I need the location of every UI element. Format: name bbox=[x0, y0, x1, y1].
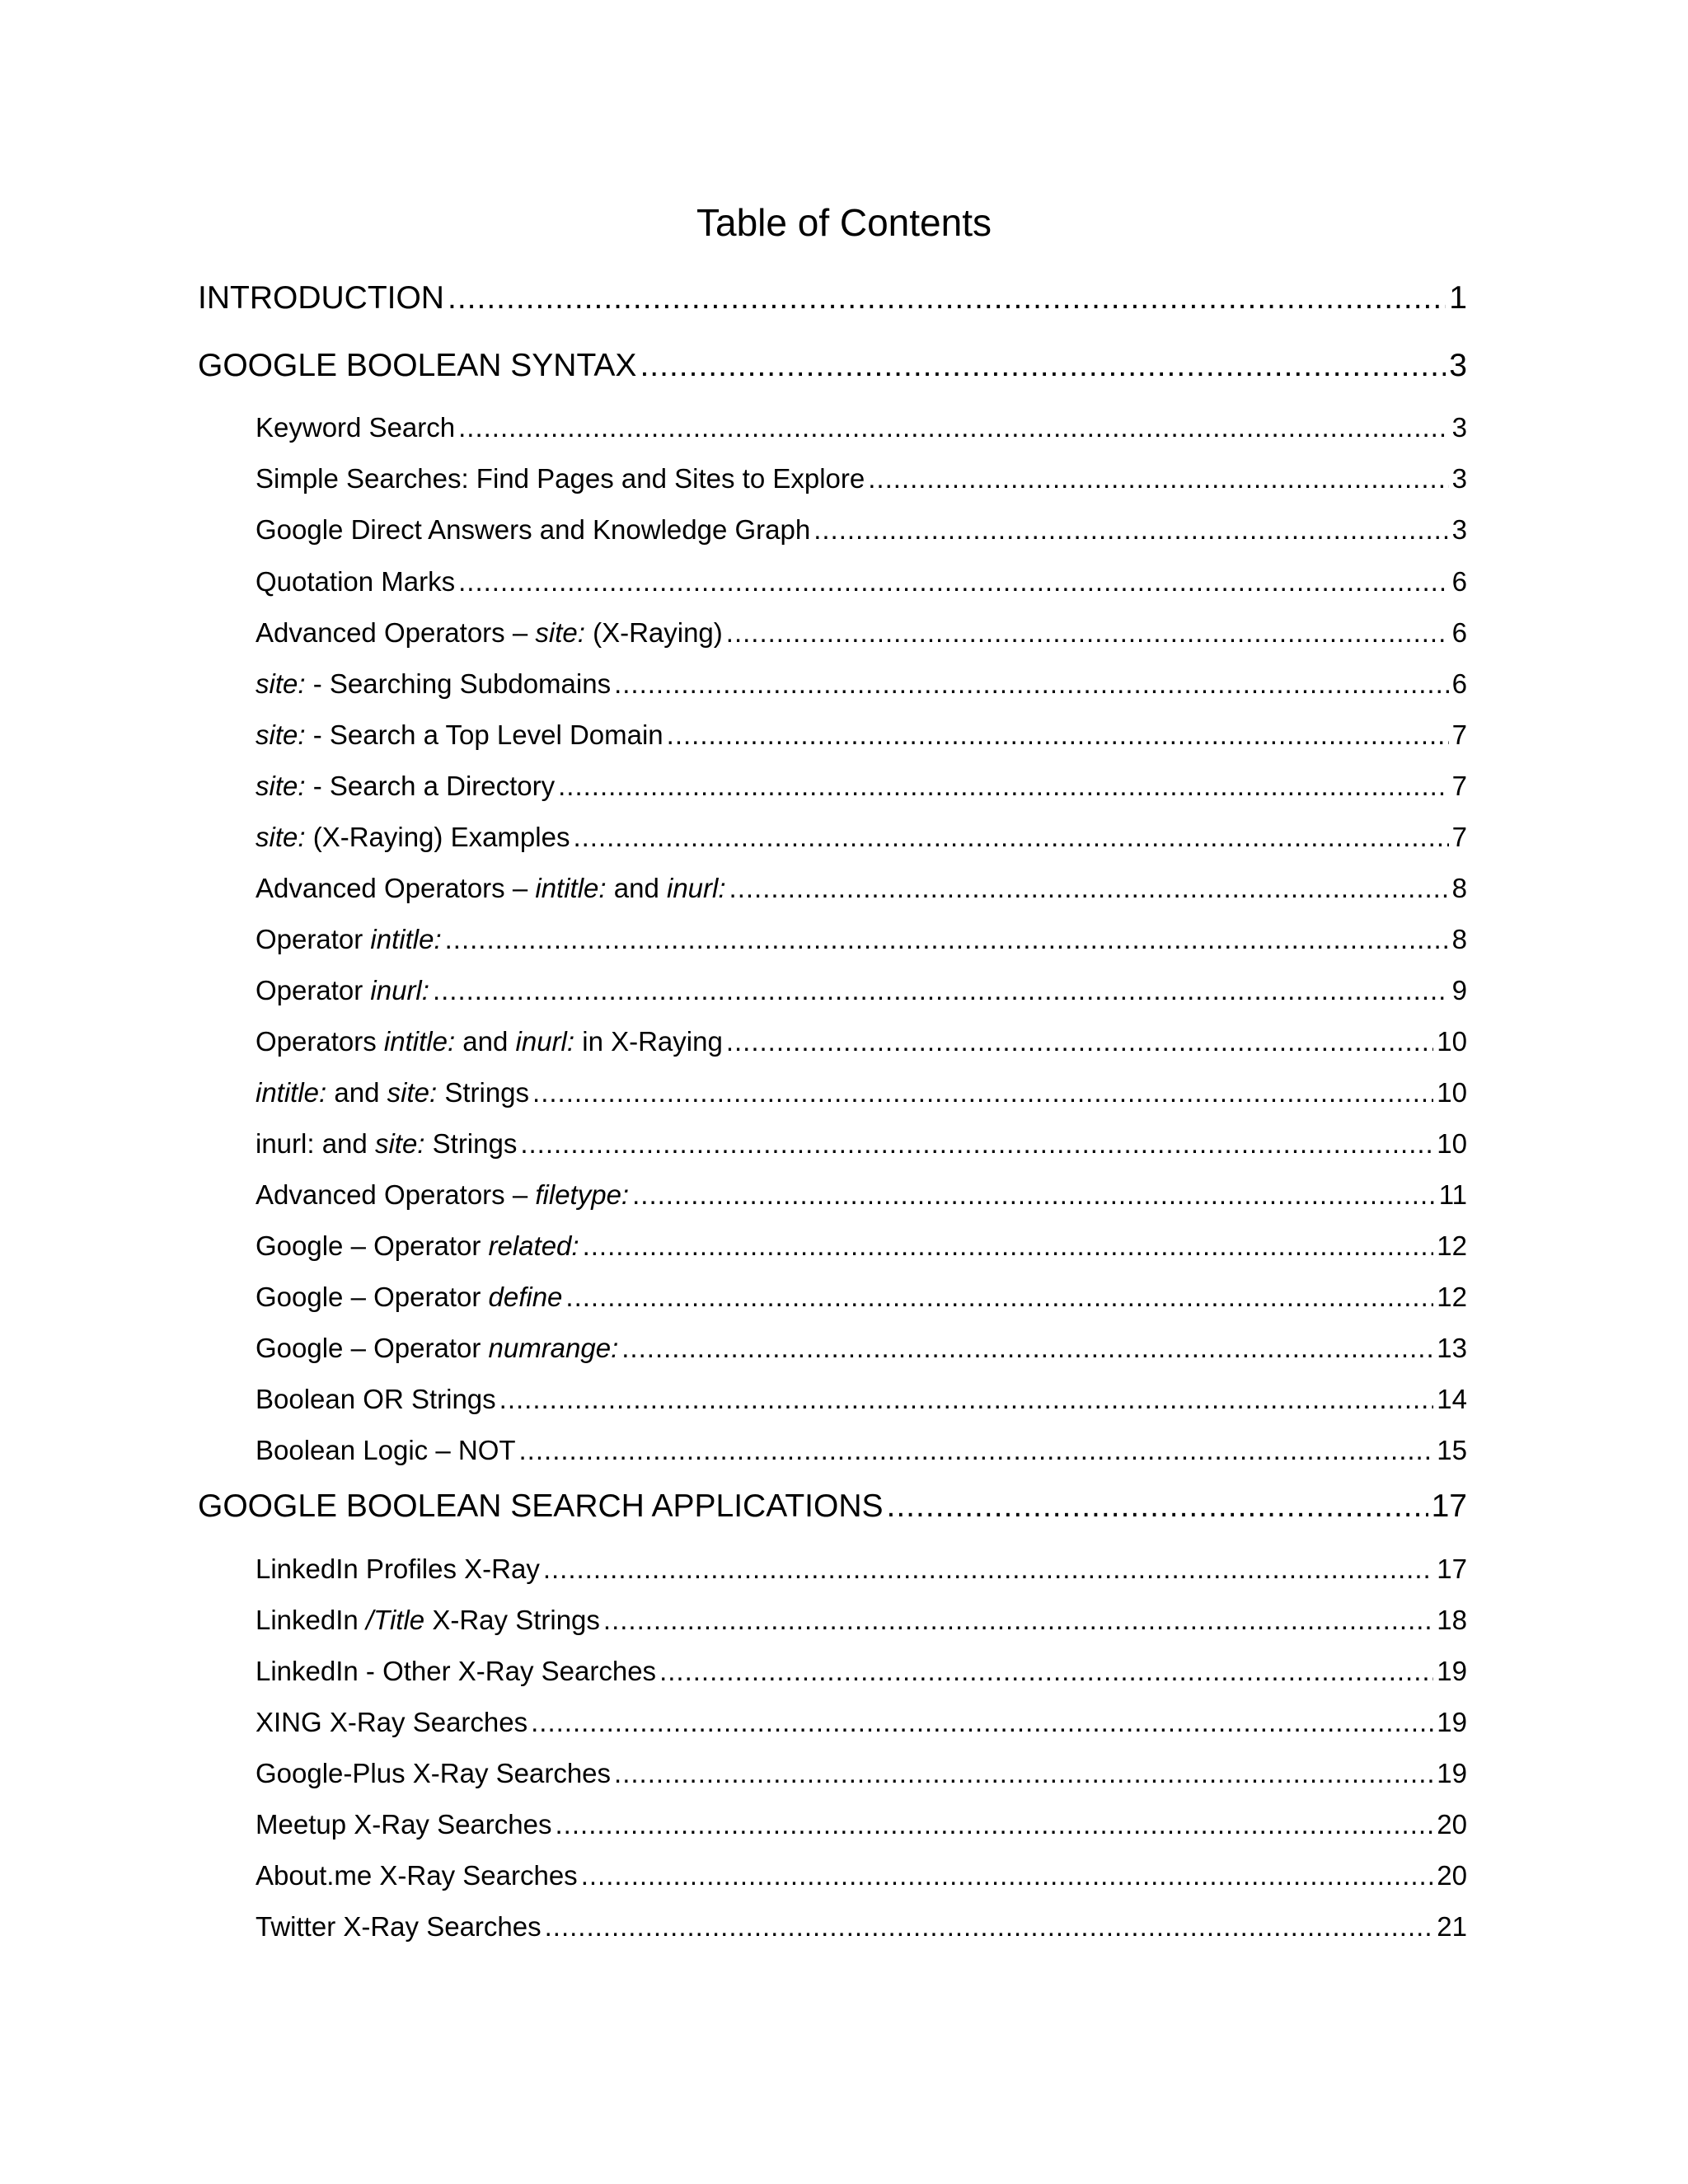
toc-entry-label bbox=[256, 1073, 529, 1113]
toc-entry-label-italic: inurl: bbox=[515, 1026, 575, 1057]
toc-entry-label-italic: site: bbox=[535, 617, 585, 648]
toc-page-number: 17 bbox=[1431, 1488, 1467, 1524]
toc-entry-label bbox=[256, 1652, 656, 1691]
toc-subsection-entry[interactable] bbox=[256, 1329, 1467, 1368]
toc-entry-label bbox=[256, 1022, 723, 1062]
toc-subsection-entry[interactable] bbox=[256, 1226, 1467, 1266]
toc-entry-label bbox=[256, 1226, 579, 1266]
toc-dot-leader bbox=[726, 613, 1449, 653]
toc-entry-label-text: Google – Operator bbox=[256, 1333, 489, 1363]
toc-entry-label-text: LinkedIn - Other X-Ray Searches bbox=[256, 1656, 657, 1686]
toc-entry-label-italic: intitle: bbox=[535, 873, 607, 903]
toc-page-number: 8 bbox=[1451, 924, 1467, 954]
toc-page-number: 1 bbox=[1449, 280, 1467, 316]
toc-dot-leader bbox=[868, 459, 1448, 499]
toc-entry-label-text: and bbox=[455, 1026, 516, 1057]
toc-dot-leader bbox=[545, 1907, 1434, 1947]
toc-subsection-entry[interactable] bbox=[256, 1703, 1467, 1742]
toc-page-number: 20 bbox=[1437, 1860, 1467, 1891]
toc-entry-label bbox=[256, 971, 429, 1010]
toc-entry-label-text: LinkedIn bbox=[256, 1605, 366, 1635]
toc-entry-label bbox=[256, 1601, 600, 1640]
toc-entry-label bbox=[256, 1329, 618, 1368]
toc-entry-label-text: GOOGLE BOOLEAN SEARCH APPLICATIONS bbox=[198, 1488, 884, 1524]
toc-page-number: 3 bbox=[1451, 514, 1467, 545]
page-title: Table of Contents bbox=[696, 201, 992, 244]
toc-subsection-entry[interactable] bbox=[256, 1754, 1467, 1793]
toc-entry-label-italic: site: bbox=[256, 668, 306, 699]
toc-subsection-entry[interactable] bbox=[256, 1856, 1467, 1896]
toc-entry-label bbox=[256, 1124, 517, 1164]
toc-page-number: 19 bbox=[1437, 1758, 1467, 1788]
toc-subsection-entry[interactable] bbox=[256, 869, 1467, 908]
toc-entry-label-text: Boolean Logic – NOT bbox=[256, 1435, 516, 1465]
toc-page-number: 13 bbox=[1437, 1333, 1467, 1363]
toc-page-number: 19 bbox=[1437, 1656, 1467, 1686]
toc-page-number: 10 bbox=[1437, 1077, 1467, 1108]
toc-entry-label bbox=[256, 869, 726, 908]
toc-subsection-entry[interactable] bbox=[256, 715, 1467, 755]
toc-dot-leader bbox=[614, 664, 1449, 704]
toc-dot-leader bbox=[458, 562, 1449, 602]
toc-page-number: 14 bbox=[1437, 1384, 1467, 1414]
toc-entry-label-text: Operators bbox=[256, 1026, 384, 1057]
toc-entry-label-text: Google-Plus X-Ray Searches bbox=[256, 1758, 612, 1788]
toc-entry-label-text: Advanced Operators – bbox=[256, 873, 536, 903]
toc-entry-label-italic: inurl: bbox=[370, 975, 429, 1005]
toc-entry-label-text: and bbox=[326, 1077, 387, 1108]
toc-subsection-entry[interactable] bbox=[256, 459, 1467, 499]
toc-entry-label-text: Google Direct Answers and Knowledge Graph bbox=[256, 514, 811, 545]
toc-dot-leader bbox=[519, 1431, 1434, 1470]
toc-page-number: 9 bbox=[1451, 975, 1467, 1005]
toc-dot-leader bbox=[520, 1124, 1433, 1164]
toc-entry-label-text: in X-Raying bbox=[574, 1026, 723, 1057]
toc-entry-label-text: GOOGLE BOOLEAN SYNTAX bbox=[198, 348, 637, 383]
toc-section-entry[interactable] bbox=[198, 1483, 1467, 1530]
toc-dot-leader bbox=[531, 1703, 1433, 1742]
toc-dot-leader bbox=[814, 510, 1448, 550]
toc-entry-label-text: Keyword Search bbox=[256, 412, 456, 443]
toc-page-number: 7 bbox=[1451, 771, 1467, 801]
toc-dot-leader bbox=[445, 920, 1449, 959]
toc-entry-label bbox=[256, 1703, 528, 1742]
toc-subsection-entry[interactable] bbox=[256, 920, 1467, 959]
toc-entry-label-text: Advanced Operators – bbox=[256, 617, 536, 648]
toc-dot-leader bbox=[433, 971, 1449, 1010]
toc-entry-label bbox=[256, 1856, 578, 1896]
toc-page-number: 10 bbox=[1437, 1026, 1467, 1057]
toc-page-number: 12 bbox=[1437, 1282, 1467, 1312]
toc-page-number: 6 bbox=[1451, 668, 1467, 699]
toc-subsection-entry[interactable] bbox=[256, 1431, 1467, 1470]
toc-dot-leader bbox=[614, 1754, 1433, 1793]
toc-page-number: 21 bbox=[1437, 1911, 1467, 1942]
toc-entry-label bbox=[198, 343, 636, 389]
toc-page-number: 6 bbox=[1451, 617, 1467, 648]
toc-subsection-entry[interactable] bbox=[256, 1022, 1467, 1062]
toc-page-number: 17 bbox=[1437, 1554, 1467, 1584]
toc-dot-leader bbox=[499, 1380, 1434, 1419]
toc-dot-leader bbox=[573, 818, 1448, 857]
toc-subsection-entry[interactable] bbox=[256, 1907, 1467, 1947]
toc-entry-label-text: X-Ray Strings bbox=[424, 1605, 600, 1635]
toc-entry-label bbox=[256, 510, 810, 550]
toc-entry-label bbox=[256, 664, 611, 704]
toc-entry-label-italic: filetype: bbox=[535, 1179, 630, 1210]
toc-entry-label-text: XING X-Ray Searches bbox=[256, 1707, 528, 1737]
toc-entry-label-italic: define bbox=[488, 1282, 563, 1312]
toc-subsection-entry[interactable] bbox=[256, 1073, 1467, 1113]
toc-page-number: 11 bbox=[1438, 1179, 1467, 1210]
toc-dot-leader bbox=[632, 1175, 1436, 1215]
toc-subsection-entry[interactable] bbox=[256, 664, 1467, 704]
toc-dot-leader bbox=[583, 1226, 1434, 1266]
toc-dot-leader bbox=[565, 1277, 1433, 1317]
toc-entry-label-text: Google – Operator bbox=[256, 1230, 489, 1261]
toc-page-number: 19 bbox=[1437, 1707, 1467, 1737]
toc-entry-label-text: - Search a Top Level Domain bbox=[305, 719, 663, 750]
toc-dot-leader bbox=[532, 1073, 1433, 1113]
toc-subsection-entry[interactable] bbox=[256, 1549, 1467, 1589]
toc-entry-label-italic: inurl: bbox=[667, 873, 726, 903]
toc-subsection-entry[interactable] bbox=[256, 510, 1467, 550]
toc-entry-label-italic: intitle: bbox=[256, 1077, 327, 1108]
toc-entry-label bbox=[256, 920, 442, 959]
toc-entry-label bbox=[256, 459, 865, 499]
toc-page-number: 7 bbox=[1451, 822, 1467, 852]
toc-entry-label bbox=[256, 1380, 496, 1419]
toc-dot-leader bbox=[556, 1805, 1434, 1844]
toc-page-number: 8 bbox=[1451, 873, 1467, 903]
toc-entry-label bbox=[256, 1277, 562, 1317]
toc-entry-label-text: Advanced Operators – bbox=[256, 1179, 536, 1210]
toc-page-number: 15 bbox=[1437, 1435, 1467, 1465]
toc-dot-leader bbox=[458, 408, 1449, 448]
toc-entry-label-text: INTRODUCTION bbox=[198, 280, 444, 316]
toc-entry-label-text: Google – Operator bbox=[256, 1282, 489, 1312]
toc-entry-label bbox=[256, 1175, 629, 1215]
toc-entry-label-italic: intitle: bbox=[383, 1026, 456, 1057]
toc-section-entry[interactable] bbox=[198, 275, 1467, 321]
toc-section-entry[interactable] bbox=[198, 343, 1467, 389]
toc-entry-label bbox=[256, 408, 455, 448]
toc-entry-label-italic: numrange: bbox=[488, 1333, 619, 1363]
toc-entry-label-text: Boolean OR Strings bbox=[256, 1384, 496, 1414]
toc-entry-label-text: Twitter X-Ray Searches bbox=[256, 1911, 542, 1942]
toc-subsection-entry[interactable] bbox=[256, 818, 1467, 857]
toc-page-number: 3 bbox=[1451, 412, 1467, 443]
toc-entry-label-text: Quotation Marks bbox=[256, 566, 456, 597]
toc-entry-label bbox=[256, 1907, 542, 1947]
toc-subsection-entry[interactable] bbox=[256, 613, 1467, 653]
toc-dot-leader bbox=[729, 869, 1449, 908]
toc-entry-label bbox=[256, 1805, 552, 1844]
toc-entry-label-italic: site: bbox=[256, 771, 306, 801]
toc-entry-label-text: Meetup X-Ray Searches bbox=[256, 1809, 552, 1840]
toc-entry-label-text: Strings bbox=[424, 1128, 518, 1159]
toc-entry-label-italic: intitle: bbox=[370, 924, 442, 954]
toc-entry-label-text: - Search a Directory bbox=[305, 771, 556, 801]
toc-subsection-entry[interactable] bbox=[256, 971, 1467, 1010]
toc-entry-label bbox=[256, 562, 455, 602]
toc-dot-leader bbox=[667, 715, 1449, 755]
toc-subsection-entry[interactable] bbox=[256, 408, 1467, 448]
toc-dot-leader bbox=[659, 1652, 1433, 1691]
toc-entry-label bbox=[256, 766, 555, 806]
toc-entry-label-italic: /Title bbox=[365, 1605, 425, 1635]
toc-entry-label-italic: site: bbox=[387, 1077, 438, 1108]
toc-page-number: 6 bbox=[1451, 566, 1467, 597]
toc-dot-leader bbox=[640, 343, 1446, 389]
toc-entry-label-text: About.me X-Ray Searches bbox=[256, 1860, 578, 1891]
toc-subsection-entry[interactable] bbox=[256, 562, 1467, 602]
toc-page-number: 7 bbox=[1451, 719, 1467, 750]
toc-entry-label bbox=[198, 275, 444, 321]
toc-entry-label-text: - Searching Subdomains bbox=[305, 668, 612, 699]
toc-subsection-entry[interactable] bbox=[256, 1175, 1467, 1215]
toc-entry-label-text: and bbox=[606, 873, 667, 903]
toc-entry-label bbox=[256, 1431, 516, 1470]
toc-dot-leader bbox=[558, 766, 1449, 806]
toc-subsection-entry[interactable] bbox=[256, 1652, 1467, 1691]
toc-entry-label bbox=[256, 1549, 540, 1589]
toc-entry-label-text: LinkedIn Profiles X-Ray bbox=[256, 1554, 540, 1584]
toc-dot-leader bbox=[603, 1601, 1433, 1640]
toc-page-number: 10 bbox=[1437, 1128, 1467, 1159]
toc-dot-leader bbox=[543, 1549, 1433, 1589]
toc-dot-leader bbox=[581, 1856, 1434, 1896]
toc-subsection-entry[interactable] bbox=[256, 766, 1467, 806]
toc-entry-label-text: (X-Raying) Examples bbox=[305, 822, 570, 852]
toc-page-number: 12 bbox=[1437, 1230, 1467, 1261]
toc-entry-label-text: Operator bbox=[256, 975, 371, 1005]
toc-entry-label-italic: site: bbox=[256, 822, 306, 852]
toc-page-number: 18 bbox=[1437, 1605, 1467, 1635]
toc-entry-label-italic: related: bbox=[488, 1230, 579, 1261]
toc-dot-leader bbox=[621, 1329, 1433, 1368]
toc-subsection-entry[interactable] bbox=[256, 1124, 1467, 1164]
toc-entry-label-text: Operator bbox=[256, 924, 371, 954]
toc-entry-label-italic: site: bbox=[374, 1128, 425, 1159]
toc-entry-label-text: Simple Searches: Find Pages and Sites to Explore bbox=[256, 463, 865, 494]
toc-dot-leader bbox=[726, 1022, 1433, 1062]
toc-page-number: 3 bbox=[1449, 348, 1467, 383]
toc-subsection-entry[interactable] bbox=[256, 1277, 1467, 1317]
toc-subsection-entry[interactable] bbox=[256, 1380, 1467, 1419]
toc-page-number: 20 bbox=[1437, 1809, 1467, 1840]
toc-entry-label bbox=[256, 613, 723, 653]
toc-entry-label-text: inurl: and bbox=[256, 1128, 375, 1159]
toc-page-number: 3 bbox=[1451, 463, 1467, 494]
toc-entry-label bbox=[256, 1754, 611, 1793]
toc-entry-label-italic: site: bbox=[256, 719, 306, 750]
toc-entry-label bbox=[256, 818, 570, 857]
toc-entry-label bbox=[256, 715, 663, 755]
toc-entry-label bbox=[198, 1483, 884, 1530]
toc-dot-leader bbox=[448, 275, 1446, 321]
toc-subsection-entry[interactable] bbox=[256, 1601, 1467, 1640]
toc-entry-label-text: (X-Raying) bbox=[584, 617, 723, 648]
toc-entry-label-text: Strings bbox=[437, 1077, 530, 1108]
toc-subsection-entry[interactable] bbox=[256, 1805, 1467, 1844]
toc-dot-leader bbox=[887, 1483, 1428, 1530]
